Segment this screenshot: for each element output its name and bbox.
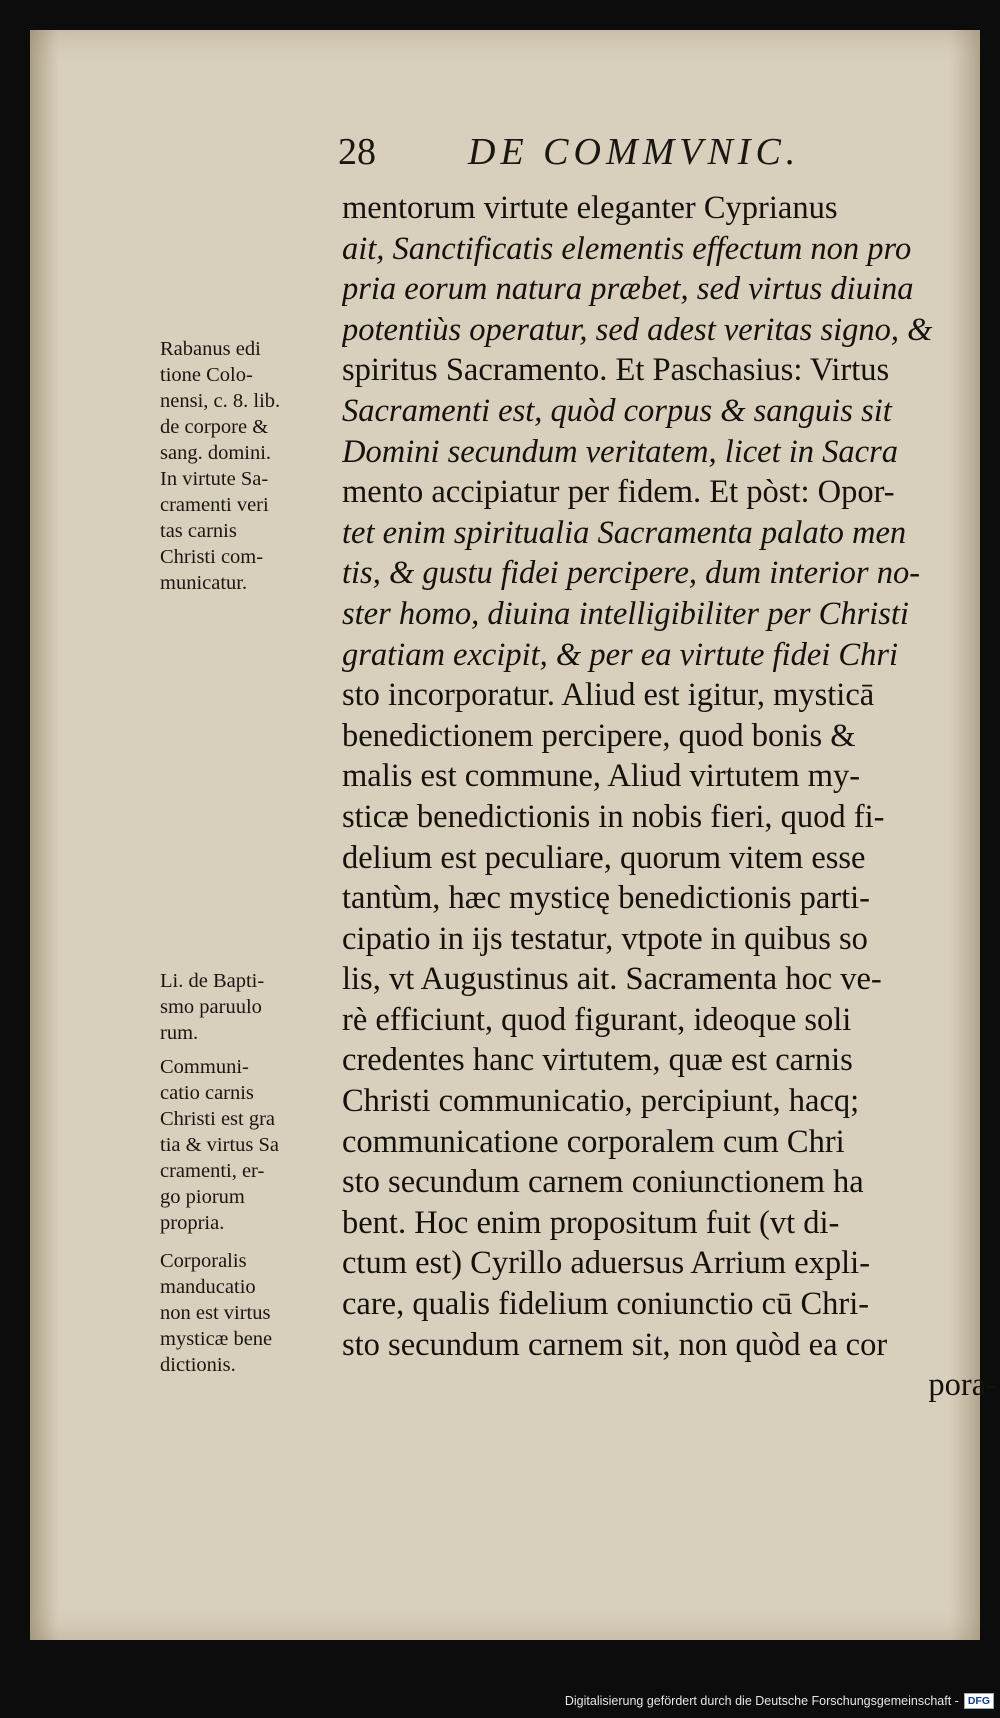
margin-note-line: municatur. — [160, 572, 248, 594]
margin-note-line: propria. — [160, 1212, 225, 1234]
margin-note-line: de corpore & — [160, 416, 269, 438]
page-number: 28 — [338, 131, 376, 173]
text-line: tet enim spiritualia Sacramenta palato men — [342, 514, 907, 551]
text-line: malis est commune, Aliud virtutem my- — [342, 758, 861, 795]
main-text — [342, 188, 997, 1406]
margin-note-line: Corporalis — [160, 1250, 247, 1272]
margin-note-line: go piorum — [160, 1186, 245, 1208]
text-line: mento accipiatur per fidem. Et pòst: Opor- — [342, 474, 895, 511]
text-line: pria eorum natura præbet, sed virtus diuina — [342, 271, 914, 308]
margin-note-line: rum. — [160, 1022, 199, 1044]
text-line: ster homo, diuina intelligibiliter per Christi — [342, 595, 909, 632]
margin-note-line: Li. de Bapti- — [160, 970, 265, 992]
text-line: tantùm, hæc mysticę benedictionis parti- — [342, 880, 870, 917]
digitization-credit — [565, 1688, 994, 1714]
margin-note-line: manducatio — [160, 1276, 256, 1298]
text-line: Christi communicatio, percipiunt, hacq; — [342, 1083, 860, 1120]
text-line: Sacramenti est, quòd corpus & sanguis sit — [342, 392, 892, 429]
margin-note-rabanus — [160, 336, 340, 596]
margin-note-line: Rabanus edi — [160, 338, 261, 360]
text-line: sto secundum carnem sit, non quòd ea cor — [342, 1326, 888, 1363]
margin-note-line: tas carnis — [160, 520, 237, 542]
running-title: DE COMMVNIC. — [468, 131, 801, 173]
text-line: sto incorporatur. Aliud est igitur, mysticā — [342, 677, 875, 714]
text-line: sto secundum carnem coniunctionem ha — [342, 1164, 864, 1201]
margin-note-line: sang. domini. — [160, 442, 272, 464]
margin-note-line: mysticæ bene — [160, 1328, 273, 1350]
margin-note-line: In virtute Sa- — [160, 468, 269, 490]
margin-note-line: Christi com- — [160, 546, 264, 568]
margin-note-line: smo paruulo — [160, 996, 262, 1018]
margin-note-line: nensi, c. 8. lib. — [160, 390, 281, 412]
text-line: ait, Sanctificatis elementis effectum non pro — [342, 230, 912, 267]
margin-note-line: Communi- — [160, 1056, 249, 1078]
margin-note-corporalis — [160, 1248, 340, 1378]
text-line: lis, vt Augustinus ait. Sacramenta hoc ve- — [342, 961, 882, 998]
page-header — [338, 130, 950, 180]
text-line: potentiùs operatur, sed adest veritas signo, & — [342, 311, 933, 348]
book-page — [30, 30, 997, 1640]
text-line: benedictionem percipere, quod bonis & — [342, 717, 856, 754]
text-line: credentes hanc virtutem, quæ est carnis — [342, 1042, 853, 1079]
text-line: cipatio in ijs testatur, vtpote in quibus so — [342, 920, 868, 957]
text-line: mentorum virtute eleganter Cyprianus — [342, 190, 838, 226]
dfg-logo: DFG — [964, 1693, 994, 1709]
text-line: communicatione corporalem cum Chri — [342, 1123, 845, 1160]
margin-note-line: cramenti, er- — [160, 1160, 265, 1182]
margin-note-line: dictionis. — [160, 1354, 236, 1376]
credit-text: Digitalisierung gefördert durch die Deutsche Forschungsgemeinschaft - — [564, 1694, 959, 1708]
text-line: bent. Hoc enim propositum fuit (vt di- — [342, 1204, 840, 1241]
text-line: gratiam excipit, & per ea virtute fidei Chri — [342, 636, 899, 673]
margin-note-line: tione Colo- — [160, 364, 253, 386]
margin-note-line: non est virtus — [160, 1302, 271, 1324]
text-line: rè efficiunt, quod figurant, ideoque soli — [342, 1001, 852, 1038]
margin-note-line: Christi est gra — [160, 1108, 276, 1130]
text-line: Domini secundum veritatem, licet in Sacra — [342, 433, 898, 470]
text-line: delium est peculiare, quorum vitem esse — [342, 839, 866, 876]
text-line: tis, & gustu fidei percipere, dum interior no- — [342, 555, 921, 592]
margin-note-communicatio — [160, 1054, 340, 1236]
text-line: care, qualis fidelium coniunctio cū Chri- — [342, 1286, 870, 1323]
catchword: pora- — [928, 1367, 997, 1404]
margin-note-baptismo — [160, 968, 340, 1046]
margin-note-line: tia & virtus Sa — [160, 1134, 280, 1156]
margin-note-line: cramenti veri — [160, 494, 269, 516]
text-line: spiritus Sacramento. Et Paschasius: Virtus — [342, 352, 890, 389]
margin-note-line: catio carnis — [160, 1082, 254, 1104]
text-line: sticæ benedictionis in nobis fieri, quod fi- — [342, 798, 885, 835]
text-line: ctum est) Cyrillo aduersus Arrium expli- — [342, 1245, 871, 1282]
